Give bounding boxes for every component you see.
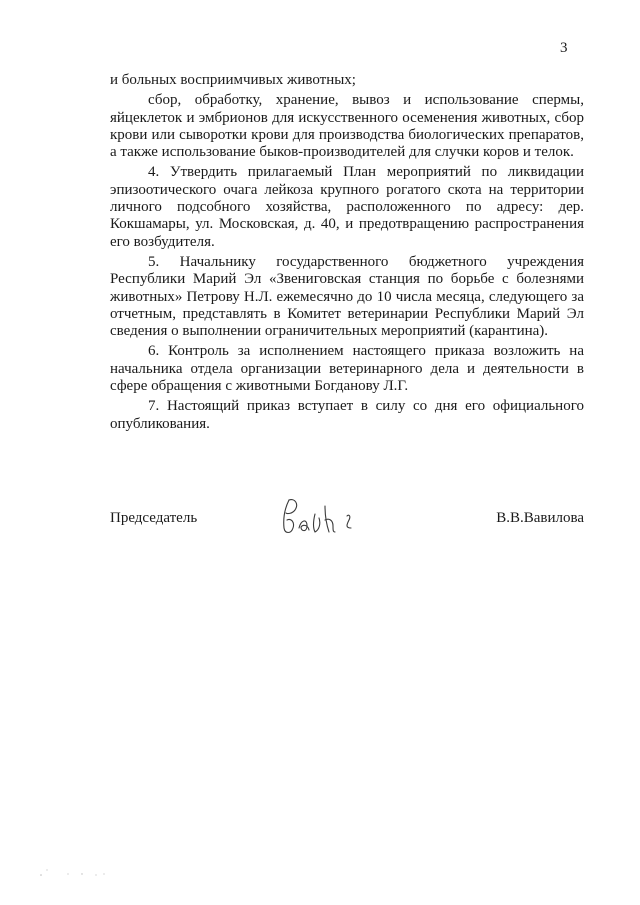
document-body	[110, 72, 584, 436]
signature-block	[110, 494, 584, 534]
paragraph-item-6: 6. Контроль за исполнением настоящего приказа возложить на начальника отдела организации ветеринарного дела и деятельности в сфере обращения с животными Богданову Л.Г.	[110, 343, 584, 395]
signatory-role: Председатель	[110, 510, 198, 526]
paragraph-collection-restrictions: сбор, обработку, хранение, вывоз и использование спермы, яйцеклеток и эмбрионов для искусственного осеменения животных, сбор крови или сыворотки крови для производства биологических препаратов, а также использование быков-производителей для случки коров и телок.	[110, 92, 584, 161]
scan-artifact-marks	[38, 866, 108, 878]
paragraph-item-7: 7. Настоящий приказ вступает в силу со дня его официального опубликования.	[110, 398, 584, 432]
handwritten-signature-icon	[275, 494, 370, 538]
signatory-name: В.В.Вавилова	[496, 510, 584, 526]
paragraph-continuation: и больных восприимчивых животных;	[110, 72, 356, 88]
paragraph-item-5: 5. Начальнику государственного бюджетного учреждения Республики Марий Эл «Звениговская станция по борьбе с болезнями животных» Петрову Н.Л. ежемесячно до 10 числа месяца, следующего за отчетным, представлять в Комитет ветеринарии Республики Марий Эл сведения о выполнении ограничительных мероприятий (карантина).	[110, 253, 584, 340]
page-number: 3	[560, 40, 568, 56]
paragraph-item-4: 4. Утвердить прилагаемый План мероприятий по ликвидации эпизоотического очага лейкоза крупного рогатого скота на территории личного подсобного хозяйства, расположенного по адресу: дер. Кокшамары, ул. Московская, д. 40, и предотвращению распространения его возбудителя.	[110, 164, 584, 250]
